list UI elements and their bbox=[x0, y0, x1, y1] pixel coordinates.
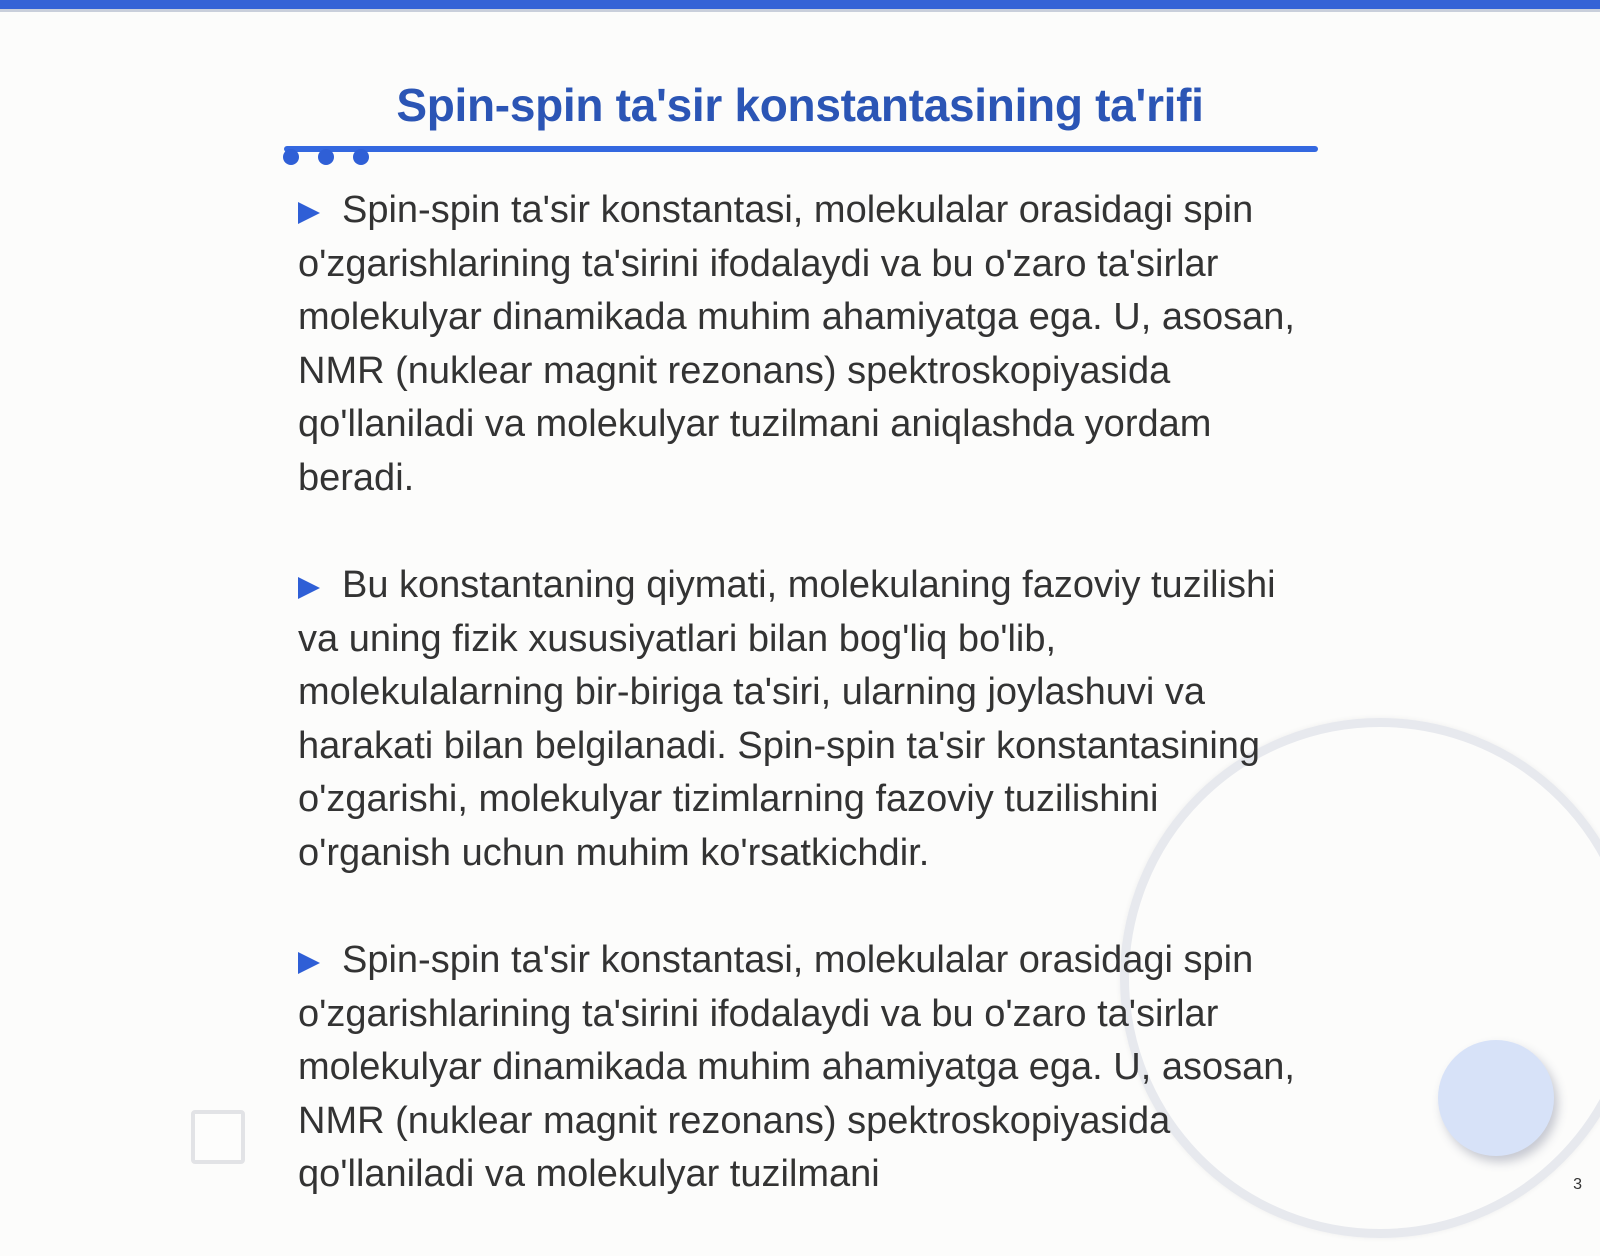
bullet-text: Spin-spin ta'sir konstantasi, molekulalar orasidagi spin o'zgarishlarining ta'sirini ifodalaydi va bu o'zaro ta'sirlar molekulyar dinamikada muhim ahamiyatga ega. U, asosan, NMR (nuklear magnit rezonans) spektroskopiyasida qo'llaniladi va molekulyar tuzilmani aniqlashda yordam beradi. bbox=[298, 189, 1295, 499]
top-accent-bar bbox=[0, 0, 1600, 12]
bullet-text: Bu konstantaning qiymati, molekulaning fazoviy tuzilishi va uning fizik xususiyatlari bilan bog'liq bo'lib, molekulalarning bir-biriga ta'siri, ularning joylashuvi va harakati bilan belgilanadi. Spin-spin ta'sir konstantasining o'zgarishi, molekulyar tizimlarning fazoviy tuzilishini o'rganish uchun muhim ko'rsatkichdir. bbox=[298, 564, 1276, 874]
decorative-square bbox=[191, 1110, 245, 1164]
triangle-right-icon bbox=[298, 202, 320, 224]
bullet-item bbox=[298, 559, 1318, 880]
decorative-circle bbox=[1438, 1040, 1554, 1156]
accent-dot bbox=[353, 149, 369, 165]
bullet-list bbox=[298, 184, 1318, 1256]
title-underline bbox=[284, 146, 1318, 152]
bullet-item bbox=[298, 184, 1318, 505]
page-number: 3 bbox=[1573, 1176, 1582, 1193]
slide-title: Spin-spin ta'sir konstantasining ta'rifi bbox=[396, 79, 1204, 131]
bullet-text: Spin-spin ta'sir konstantasi, molekulalar orasidagi spin o'zgarishlarining ta'sirini ifodalaydi va bu o'zaro ta'sirlar molekulyar dinamikada muhim ahamiyatga ega. U, asosan, NMR (nuklear magnit rezonans) spektroskopiyasida qo'llaniladi va molekulyar tuzilmani bbox=[298, 939, 1295, 1195]
bullet-item bbox=[298, 934, 1318, 1202]
accent-dot bbox=[283, 149, 299, 165]
triangle-right-icon bbox=[298, 577, 320, 599]
accent-dot bbox=[318, 149, 334, 165]
triangle-right-icon bbox=[298, 952, 320, 974]
